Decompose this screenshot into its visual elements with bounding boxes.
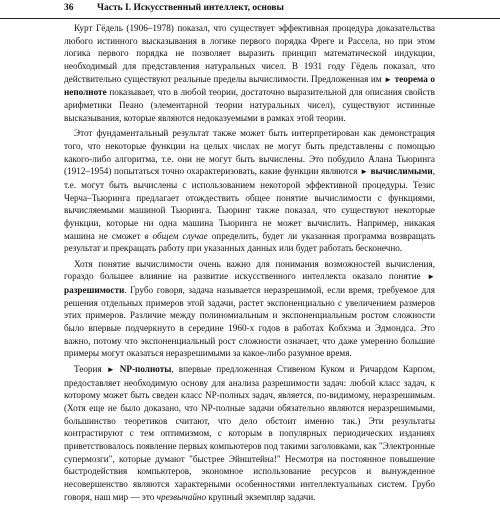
- emphasis: чрезвычайно: [156, 491, 207, 502]
- paragraph: Хотя понятие вычислимости очень важно для понимания возможностей вычисления, гораздо большее влияние на развитие искусственного интеллекта оказало понятие ► разрешимости. Грубо говоря, задача называется неразрешимой, если время, требуемое для решения отдельных примеров этой задачи, растет экспоненциально с увеличением размеров этих примеров. Различие между полиномиальным и экспоненциальным ростом сложности было впервые подчеркнуто в середине 1960-х годов в работах Кобхэма и Эдмондса. Это важно, потому что экспоненциальный рост сложности означает, что даже умеренно большие примеры могут оказаться неразрешимыми за какое-либо разумное время.: [64, 258, 435, 359]
- chapter-title: Часть I. Искусственный интеллект, основы: [97, 3, 284, 13]
- arrow-icon: ►: [384, 74, 393, 84]
- arrow-icon: ►: [360, 167, 368, 177]
- key-term: вычислимыми: [370, 166, 433, 177]
- arrow-icon: ►: [106, 365, 115, 375]
- body-text: [64, 22, 435, 506]
- paragraph: Этот фундаментальный результат также может быть интерпретирован как демонстрация того, что некоторые функции на целых числах не могут быть представлены с помощью какого-либо алгоритма, т.е. они не могут быть вычислены. Это побудило Алана Тьюринга (1912–1954) попытаться точно охарактеризовать, какие функции являются ► вычислимыми, т.е. могут быть вычислены с использованием некоторой эффективной процедуры. Тезис Черча–Тьюринга предлагает отождествить общее понятие вычислимости с функциями, вычисляемыми машиной Тьюринга. Тьюринг также показал, что существуют некоторые функции, которые ни одна машина Тьюринга не может вычислить. Например, никакая машина не сможет в общем случае определить, будет ли указанная программа возвращать результат и прекращать работу при указанных данных или будет работать бесконечно.: [64, 128, 435, 254]
- arrow-icon: ►: [427, 272, 435, 282]
- key-term: теорема о неполноте: [64, 73, 435, 98]
- key-term: NP-полноты: [119, 364, 172, 375]
- running-header: [0, 0, 500, 19]
- page-number: 36: [64, 3, 74, 13]
- emphasis: в общем случае: [144, 230, 208, 241]
- paragraph: Теория ► NP-полноты, впервые предложенная Стивеном Куком и Ричардом Карпом, предоставляет необходимую основу для анализа разрешимости задач: любой класс задач, к которому может быть сведен класс NP-полных задач, является, по-видимому, неразрешимым. (Хотя еще не было доказано, что NP-полные задачи обязательно являются неразрешимыми, большинство теоретиков считают, что дело обстоит именно так.) Эти результаты контрастируют с тем оптимизмом, с которым в популярных периодических изданиях приветствовалось появление первых компьютеров под такими заголовками, как "Электронные супермозги", которые думают "быстрее Эйнштейна!" Несмотря на постоянное повышение быстродействия компьютеров, экономное использование ресурсов и вынужденное несовершенство являются характерными особенностями интеллектуальных систем. Грубо говоря, наш мир — это чрезвычайно крупный экземпляр задачи.: [64, 364, 436, 502]
- paragraph: Курт Гёдель (1906–1978) показал, что существует эффективная процедура доказательства любого истинного высказывания в логике первого порядка Фреге и Рассела, но при этом логика первого порядка не позволяет выразить принцип математической индукции, необходимый для представления натуральных чисел. В 1931 году Гёдель показал, что действительно существуют реальные пределы вычислимости. Предложенная им ► теорема о неполноте показывает, что в любой теории, достаточно выразительной для описания свойств арифметики Пеано (элементарной теории натуральных чисел), существуют истинные высказывания, которые являются недоказуемыми в рамках этой теории.: [64, 23, 435, 123]
- key-term: разрешимости: [64, 285, 125, 296]
